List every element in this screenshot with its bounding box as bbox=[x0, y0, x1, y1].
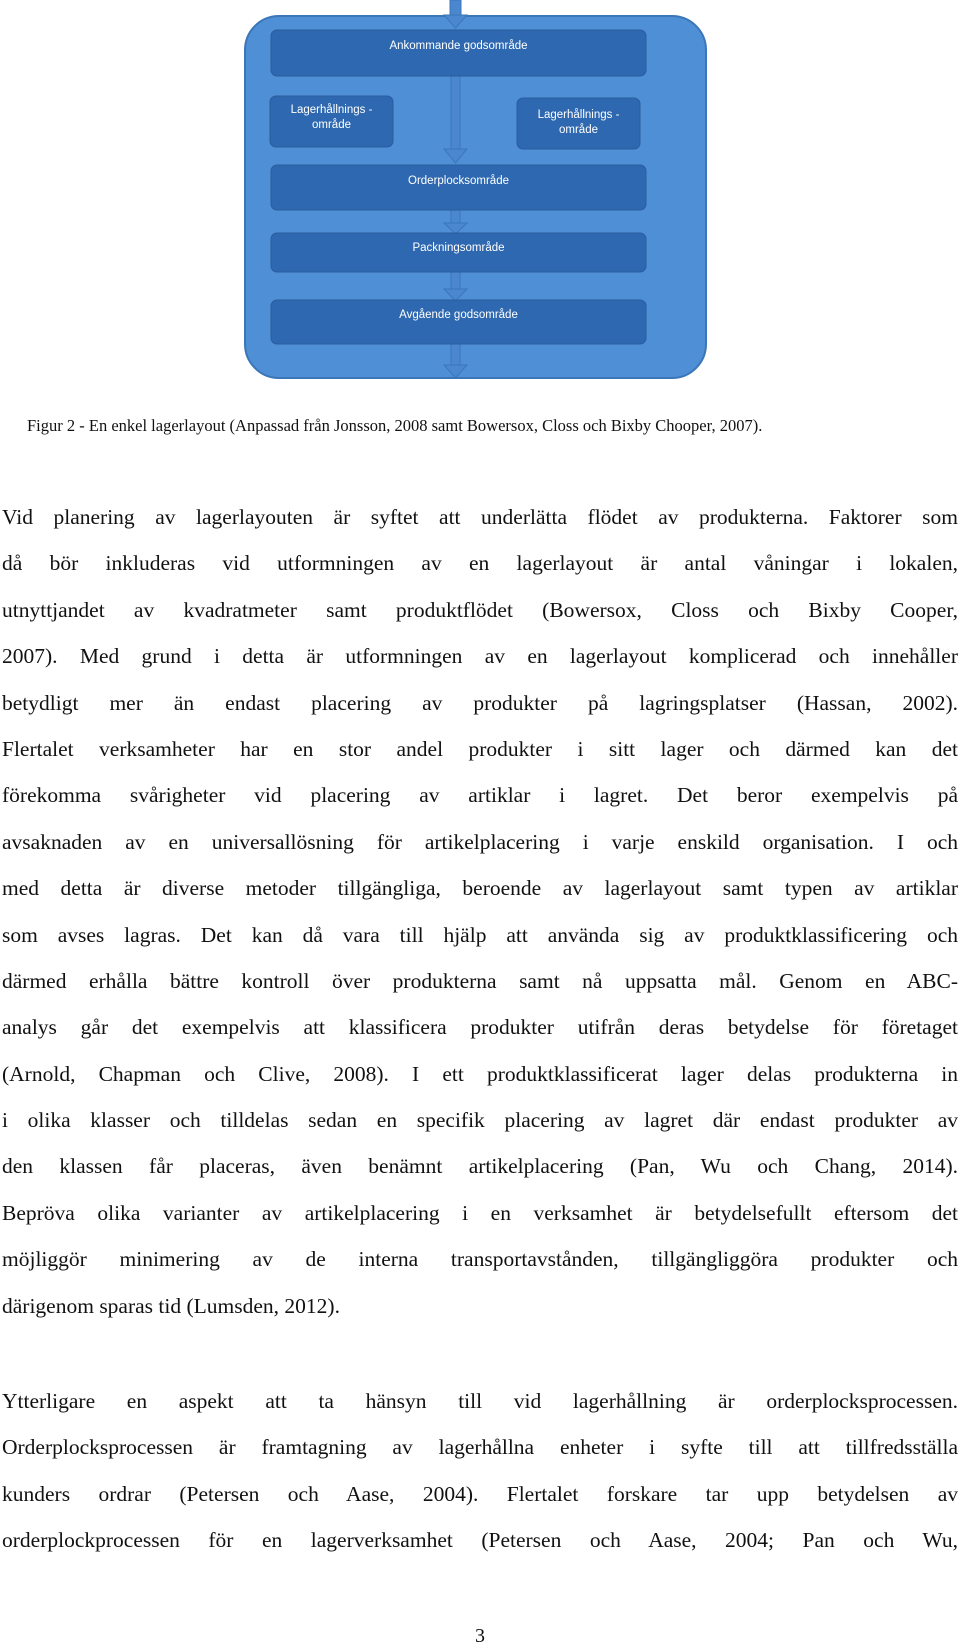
storage-area-left-label: Lagerhållnings - område bbox=[290, 104, 373, 131]
outgoing-area-label: Avgående godsområde bbox=[399, 308, 518, 321]
incoming-area-label: Ankommande godsområde bbox=[389, 39, 528, 52]
text-line: 2007). Med grund i detta är utformningen av en lagerlayout komplicerad och innehåller bbox=[2, 644, 958, 669]
text-line: därmed erhålla bättre kontroll över produkterna samt nå uppsatta mål. Genom en ABC- bbox=[2, 968, 958, 993]
packing-area-label: Packningsområde bbox=[412, 241, 505, 254]
text-line: den klassen får placeras, även benämnt artikelplacering (Pan, Wu och Chang, 2014). bbox=[2, 1154, 958, 1179]
text-line: betydligt mer än endast placering av produkter på lagringsplatser (Hassan, 2002). bbox=[2, 690, 958, 715]
text-line: utnyttjandet av kvadratmeter samt produktflödet (Bowersox, Closs och Bixby Cooper, bbox=[2, 597, 958, 622]
text-line: Ytterligare en aspekt att ta hänsyn till vid lagerhållning är orderplocksprocessen. bbox=[2, 1389, 958, 1413]
text-line: förekomma svårigheter vid placering av artiklar i lagret. Det beror exempelvis på bbox=[2, 783, 958, 808]
text-line: i olika klasser och tilldelas sedan en specifik placering av lagret där endast produkter av bbox=[2, 1108, 958, 1133]
text-line: med detta är diverse metoder tillgängliga, beroende av lagerlayout samt typen av artiklar bbox=[2, 876, 958, 901]
text-line: analys går det exempelvis att klassificera produkter utifrån deras betydelse för företaget bbox=[2, 1015, 958, 1040]
paragraph-1 bbox=[2, 494, 958, 1329]
paragraph-2 bbox=[2, 1378, 958, 1564]
text-line: (Arnold, Chapman och Clive, 2008). I ett produktklassificerat lager delas produkterna in bbox=[2, 1061, 958, 1086]
text-line: Bepröva olika varianter av artikelplacering i en verksamhet är betydelsefullt eftersom det bbox=[2, 1200, 958, 1225]
text-line: avsaknaden av en universallösning för artikelplacering i varje enskild organisation. I och bbox=[2, 829, 958, 854]
text-line: orderplockprocessen för en lagerverksamhet (Petersen och Aase, 2004; Pan och Wu, bbox=[2, 1528, 958, 1553]
order-picking-area-label: Orderplocksområde bbox=[408, 174, 509, 187]
text-line: Vid planering av lagerlayouten är syftet att underlätta flödet av produkterna. Faktorer som bbox=[2, 505, 958, 529]
text-line: möjliggör minimering av de interna transportavstånden, tillgängliggöra produkter och bbox=[2, 1247, 958, 1272]
figure-caption: Figur 2 - En enkel lagerlayout (Anpassad från Jonsson, 2008 samt Bowersox, Closs och Bixby Chooper, 2007). bbox=[27, 416, 763, 435]
text-line: då bör inkluderas vid utformningen av en lagerlayout är antal våningar i lokalen, bbox=[2, 551, 958, 576]
text-line: Flertalet verksamheter har en stor andel produkter i sitt lager och därmed kan det bbox=[2, 736, 958, 761]
text-line: som avses lagras. Det kan då vara till hjälp att använda sig av produktklassificering och bbox=[2, 922, 958, 947]
text-line: Orderplocksprocessen är framtagning av lagerhållna enheter i syfte till att tillfredsställa bbox=[2, 1435, 958, 1460]
warehouse-layout-figure bbox=[244, 0, 707, 383]
page-number: 3 bbox=[475, 1625, 485, 1647]
text-line: kunders ordrar (Petersen och Aase, 2004). Flertalet forskare tar upp betydelsen av bbox=[2, 1481, 958, 1506]
storage-area-right-label: Lagerhållnings - område bbox=[537, 109, 620, 136]
text-line: därigenom sparas tid (Lumsden, 2012). bbox=[2, 1293, 340, 1318]
